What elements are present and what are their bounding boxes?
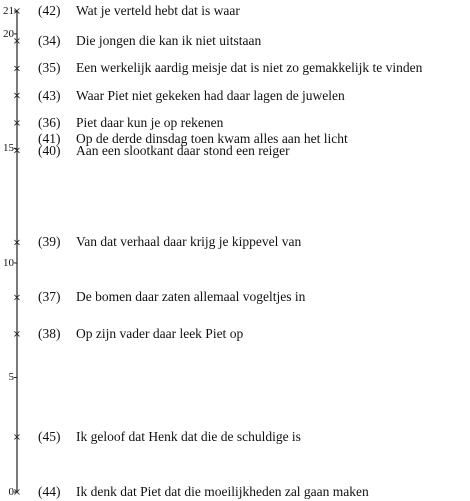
sentence-number: (40) — [38, 142, 61, 158]
sentence-item — [38, 484, 369, 500]
scale-tick-label: 21 — [3, 5, 14, 17]
sentence-number: (43) — [38, 87, 61, 103]
sentence-number: (42) — [38, 3, 61, 18]
sentence-number: (41) — [38, 131, 61, 147]
sentence-item — [38, 429, 301, 445]
sentence-text: Op de derde dinsdag toen kwam alles aan het licht — [76, 131, 348, 147]
item-marker: × — [12, 35, 22, 47]
scale-tick-label: 0 — [8, 486, 14, 498]
sentence-text: Ik denk dat Piet dat die moeilijkheden zal gaan maken — [76, 484, 369, 499]
item-marker: × — [12, 237, 22, 249]
sentence-item — [38, 143, 290, 159]
sentence-text: Aan een slootkant daar stond een reiger — [76, 142, 290, 158]
sentence-item — [38, 33, 261, 49]
sentence-number: (38) — [38, 325, 61, 341]
sentence-text: Waar Piet niet gekeken had daar lagen de juwelen — [76, 87, 345, 103]
sentence-number: (37) — [38, 289, 61, 305]
sentence-number: (44) — [38, 484, 61, 499]
sentence-item — [38, 326, 243, 342]
scale-tick-label: 15 — [3, 142, 14, 155]
item-marker: × — [12, 292, 22, 304]
item-marker: × — [12, 6, 22, 17]
sentence-item — [38, 115, 223, 131]
sentence-item — [38, 60, 422, 76]
sentence-text: Piet daar kun je op rekenen — [76, 115, 224, 131]
sentence-number: (34) — [38, 32, 61, 48]
scale-tick-label: 20 — [3, 27, 14, 40]
item-marker: × — [12, 328, 22, 340]
sentence-number: (45) — [38, 429, 61, 445]
sentence-item — [38, 289, 305, 305]
sentence-text: Ik geloof dat Henk dat die de schuldige is — [76, 429, 301, 445]
item-marker: × — [12, 63, 22, 75]
item-marker: × — [12, 432, 22, 444]
item-marker: × — [12, 145, 22, 157]
sentence-text: Een werkelijk aardig meisje dat is niet zo gemakkelijk te vinden — [76, 60, 423, 76]
scale-tick-label: 10 — [3, 256, 14, 269]
sentence-item — [38, 88, 345, 104]
sentence-text: Op zijn vader daar leek Piet op — [76, 325, 244, 341]
sentence-number: (36) — [38, 115, 61, 131]
item-marker: × — [12, 487, 22, 498]
item-marker: × — [12, 90, 22, 102]
sentence-text: Van dat verhaal daar krijg je kippevel van — [76, 234, 302, 250]
sentence-item — [38, 234, 301, 250]
sentence-number: (39) — [38, 234, 61, 250]
sentence-number: (35) — [38, 60, 61, 76]
sentence-text: Wat je verteld hebt dat is waar — [76, 3, 240, 18]
sentence-text: De bomen daar zaten allemaal vogeltjes in — [76, 289, 306, 305]
sentence-item — [38, 3, 240, 19]
item-marker: × — [12, 118, 22, 130]
sentence-text: Die jongen die kan ik niet uitstaan — [76, 32, 262, 48]
scale-tick-label: 5 — [8, 371, 14, 384]
